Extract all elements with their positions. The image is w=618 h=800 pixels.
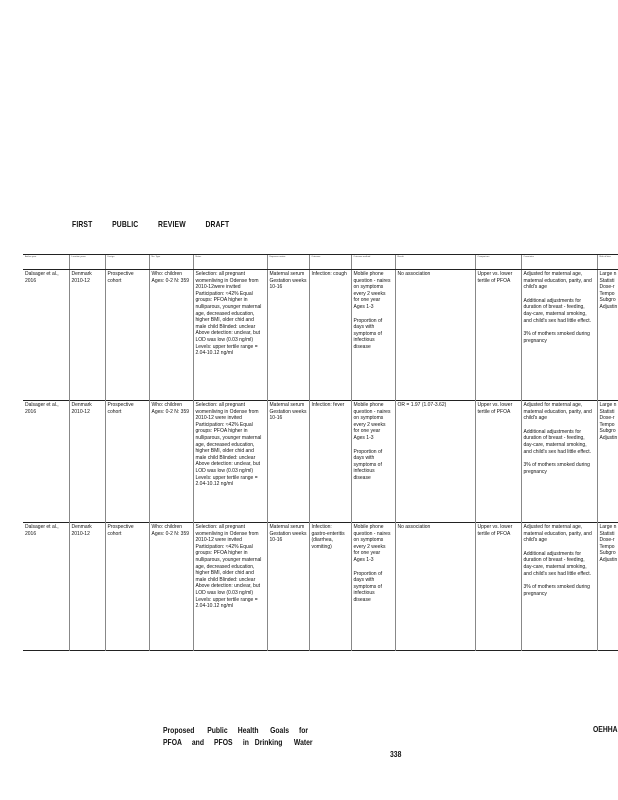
method-text: Proportion of days with symptoms of infectious disease <box>353 570 383 603</box>
method-text: Mobile phone question - naires on symptoms every 2 weeks for one year Ages 1-3 <box>353 524 391 563</box>
location-cell: Denmark 2010-12 <box>69 523 105 651</box>
notes-cell: Large n Statisti Dose-r Tempo Subgro Adjustin <box>597 401 618 523</box>
covariates-text: 3% of mothers smoked during pregnancy <box>523 584 590 597</box>
evidence-table <box>23 254 618 651</box>
exposure-cell: Maternal serum Gestation weeks 10-16 <box>267 401 309 523</box>
covariates-cell <box>521 270 597 401</box>
footer-word: Drinking <box>254 738 283 747</box>
design-cell: Prospective cohort <box>105 523 149 651</box>
author-cell: Dalsager et al., 2016 <box>25 402 59 415</box>
author-cell: Dalsager et al., 2016 <box>25 524 59 537</box>
table-row <box>23 270 618 401</box>
covariates-text: Additional adjustments for duration of breast - feeding, day-care, maternal smoking, and child's sex had little effect. <box>523 550 592 577</box>
column-header: Outcome <box>309 255 351 270</box>
page-number: 338 <box>390 750 402 759</box>
population-cell: Who: children Ages: 0-2 N: 359 <box>149 401 193 523</box>
outcome-cell: Infection: gastro-enteritis (diarrhea, vomiting) <box>309 523 351 651</box>
covariates-cell <box>521 401 597 523</box>
covariates-text: Adjusted for maternal age, maternal education, parity, and child's age <box>523 402 592 422</box>
footer-title-line <box>163 737 318 749</box>
draft-header-word: PUBLIC <box>112 219 139 229</box>
footer-word: Goals <box>270 726 289 735</box>
footer-word: PFOS <box>214 738 233 747</box>
covariates-text: Adjusted for maternal age, maternal education, parity, and child's age <box>523 271 592 291</box>
footer-word: Proposed <box>163 726 195 735</box>
comparison-cell: Upper vs. lower tertile of PFOA <box>475 523 521 651</box>
draft-header-word: FIRST <box>72 219 93 229</box>
draft-header <box>72 219 247 229</box>
column-header: Covariates <box>521 255 597 270</box>
column-header: No. Type <box>149 255 193 270</box>
exposure-cell: Maternal serum Gestation weeks 10-16 <box>267 523 309 651</box>
footer-word: and <box>191 738 204 747</box>
footer-word: Health <box>237 726 259 735</box>
method-text: Mobile phone question - naires on symptoms every 2 weeks for one year Ages 1-3 <box>353 402 391 441</box>
result-cell: No association <box>395 523 475 651</box>
footer-word: Public <box>207 726 228 735</box>
notes-cell: Large n Statisti Dose-r Tempo Subgro Adjustin <box>597 523 618 651</box>
footer-agency: OEHHA <box>593 725 618 734</box>
footer-word: for <box>299 726 309 735</box>
method-cell <box>351 401 395 523</box>
covariates-text: Adjusted for maternal age, maternal education, parity, and child's age <box>523 524 592 544</box>
outcome-cell: Infection: fever <box>309 401 351 523</box>
method-text: Proportion of days with symptoms of infectious disease <box>353 317 383 350</box>
design-cell: Prospective cohort <box>105 270 149 401</box>
footer-word: Water <box>293 738 313 747</box>
table-row <box>23 523 618 651</box>
selection-cell: Selection: all pregnant womenliving in Odense from 2010-12were invited Participation: ≈42% Equal groups: PFOA higher in nulliparous, younger maternal age, decreased education, higher BMI, older chid and male child Blinded: unclear Above detection: unclear, but LOD was low (0.03 ng/ml) Levels: upper tertile range = 2.04-10.12 ng/ml <box>193 270 267 401</box>
result-cell: No association <box>395 270 475 401</box>
author-cell: Dalsager et al., 2016 <box>25 271 59 284</box>
covariates-cell <box>521 523 597 651</box>
method-text: Mobile phone question - naires on symptoms every 2 weeks for one year Ages 1-3 <box>353 271 391 310</box>
column-header: Result <box>395 255 475 270</box>
comparison-cell: Upper vs. lower tertile of PFOA <box>475 401 521 523</box>
population-cell: Who: children Ages: 0-2 N: 359 <box>149 523 193 651</box>
method-text: Proportion of days with symptoms of infectious disease <box>353 448 383 481</box>
result-cell: OR = 1.97 (1.07-3.62) <box>395 401 475 523</box>
column-header: Risk of bias <box>597 255 618 270</box>
exposure-cell: Maternal serum Gestation weeks 10-16 <box>267 270 309 401</box>
selection-cell: Selection: all pregnant womenliving in Odense from 2010-12 were invited Participation: ≈42% Equal groups: PFOA higher in nulliparous, younger maternal age, decreased education, higher BMI, older chid and male child Blinded: unclear Above detection: unclear, but LOD was low (0.03 ng/ml) Levels: upper tertile range = 2.04-10.12 ng/ml <box>193 401 267 523</box>
population-cell: Who: children Ages: 0-2 N: 359 <box>149 270 193 401</box>
column-header: Design <box>105 255 149 270</box>
column-header: Comparison <box>475 255 521 270</box>
column-header: Exposure matrix <box>267 255 309 270</box>
draft-header-word: DRAFT <box>205 219 230 229</box>
design-cell: Prospective cohort <box>105 401 149 523</box>
method-cell <box>351 270 395 401</box>
covariates-text: Additional adjustments for duration of breast - feeding, day-care, maternal smoking, and child's sex had little effect. <box>523 428 592 455</box>
location-cell: Denmark 2010-12 <box>69 270 105 401</box>
method-cell <box>351 523 395 651</box>
footer-title <box>163 725 318 749</box>
covariates-text: Additional adjustments for duration of breast - feeding, day-care, maternal smoking, and child's sex had little effect. <box>523 297 592 324</box>
covariates-text: 3% of mothers smoked during pregnancy <box>523 462 590 475</box>
covariates-text: 3% of mothers smoked during pregnancy <box>523 331 590 344</box>
draft-header-word: REVIEW <box>158 219 186 229</box>
comparison-cell: Upper vs. lower tertile of PFOA <box>475 270 521 401</box>
column-header: Author year <box>23 255 69 270</box>
footer-title-line <box>163 725 318 737</box>
table-header-row <box>23 255 618 270</box>
notes-cell: Large n Statisti Dose-r Tempo Subgro Adjustin <box>597 270 618 401</box>
footer-word: in <box>242 738 249 747</box>
outcome-cell: Infection: cough <box>309 270 351 401</box>
column-header: Notes <box>193 255 267 270</box>
location-cell: Denmark 2010-12 <box>69 401 105 523</box>
selection-cell: Selection: all pregnant womenliving in Odense from 2010-12 were invited Participation: ≈42% Equal groups: PFOA higher in nulliparous, younger maternal age, decreased education, higher BMI, older chid and male child Blinded: unclear Above detection: unclear, but LOD was low (0.03 ng/ml) Levels: upper tertile range = 2.04-10.12 ng/ml <box>193 523 267 651</box>
table-row <box>23 401 618 523</box>
column-header: Outcome method <box>351 255 395 270</box>
column-header: Location years <box>69 255 105 270</box>
footer-word: PFOA <box>163 738 182 747</box>
